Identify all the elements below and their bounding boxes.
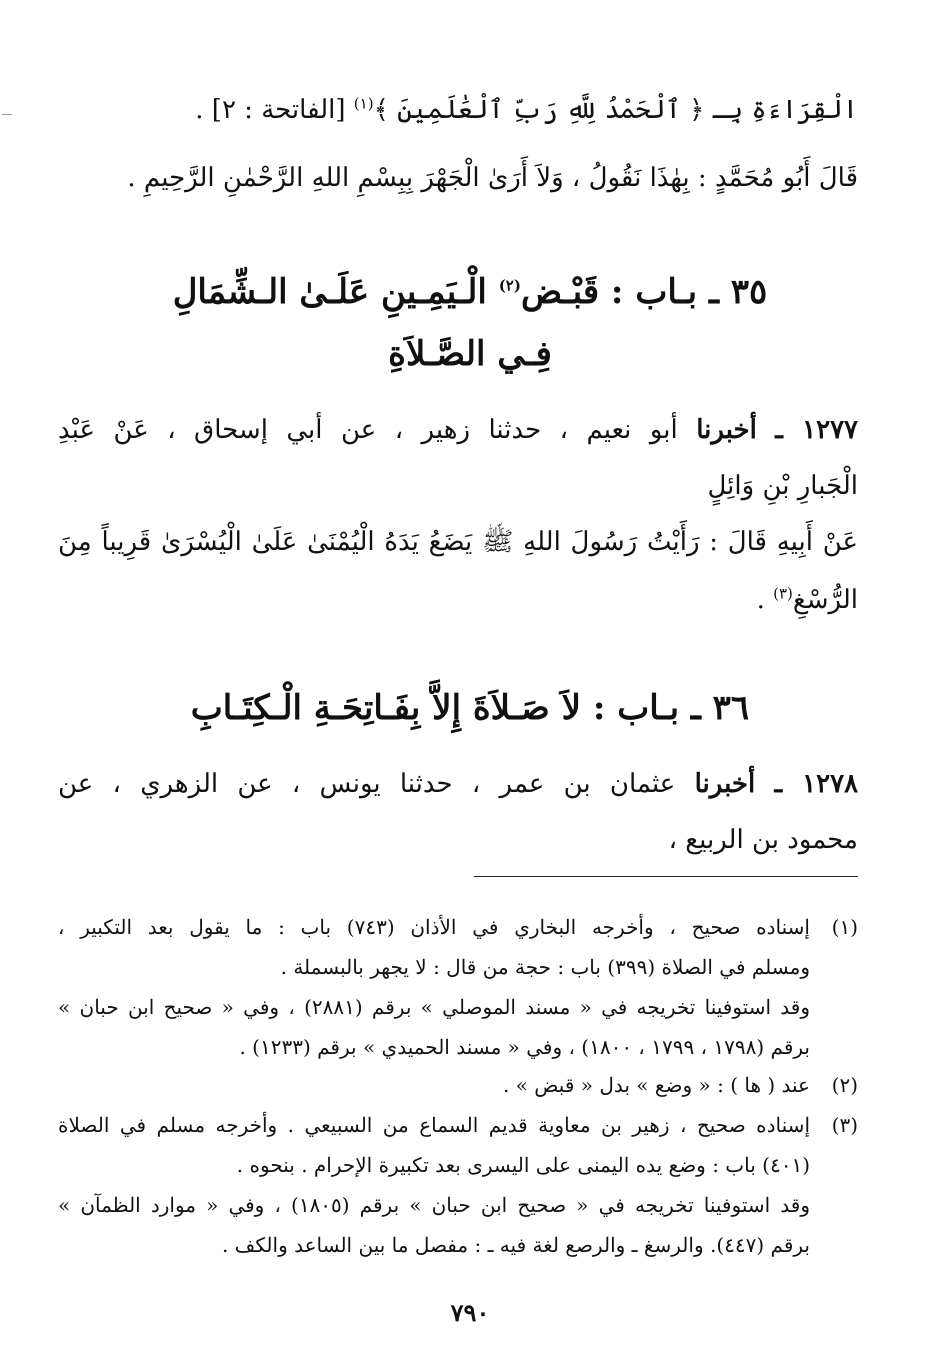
hadith-1277-number: ١٢٧٧ ـ	[775, 415, 859, 445]
footnote-2-line-1: عند ( ها ) : « وضع » بدل « قبض » .	[502, 1073, 810, 1097]
footnote-2-label: (٢)	[831, 1073, 858, 1097]
footnote-ref-3: (٣)	[773, 584, 793, 603]
chapter-36-heading: ٣٦ ـ بـاب : لاَ صَـلاَةَ إِلاَّ بِفَـاتِحَـةِ الْـكِتَـابِ	[190, 688, 750, 728]
hadith-1277-line-1	[58, 410, 858, 450]
footnote-1-line-4: برقم (١٧٩٨ ، ١٧٩٩ ، ١٨٠٠) ، وفي « مسند الحميدي » برقم (١٢٣٣) .	[239, 1035, 810, 1059]
hadith-1278-lead: أخبرنا	[694, 769, 756, 799]
chapter-35-title-b: الْـيَمِـينِ عَلَـىٰ الـشِّمَالِ	[172, 272, 487, 312]
page-number: ٧٩٠	[450, 1298, 490, 1327]
surah-reference: [الفاتحة : ٢] .	[195, 95, 346, 125]
hadith-1277-lead: أخبرنا	[696, 415, 757, 445]
footnote-ref-2: (٢)	[498, 276, 521, 295]
hadith-1277-line-3: عَنْ أَبِيهِ قَالَ : رَأَيْتُ رَسُولَ اللهِ ﷺ يَضَعُ يَدَهُ الْيُمْنَىٰ عَلَىٰ الْيُسْرَىٰ قَرِيباً مِنَ	[58, 527, 858, 557]
footnote-ref-1: (١)	[353, 94, 374, 113]
footnote-1-line-3: وقد استوفينا تخريجه في « مسند الموصلي » برقم (٢٨٨١) ، وفي « صحيح ابن حبان »	[58, 995, 810, 1019]
chapter-35-heading	[0, 272, 940, 312]
chapter-35-subtitle: فِـي الصَّـلاَةِ	[388, 334, 552, 374]
footnote-3-line-2: (٤٠١) باب : وضع يده اليمنى على اليسرى بعد تكبيرة الإحرام . بنحوه .	[236, 1153, 810, 1177]
abu-muhammad-statement: قَالَ أَبُو مُحَمَّدٍ : بِهٰذَا نَقُولُ ، وَلاَ أَرَىٰ الْجَهْرَ بِبِسْمِ اللهِ الرَّحْمٰنِ الرَّحِيمِ .	[127, 163, 858, 193]
hadith-1278-line-2: محمود بن الربيع ،	[668, 825, 858, 855]
footnote-separator	[474, 876, 858, 877]
hadith-1278-isnad: عثمان بن عمر ، حدثنا يونس ، عن الزهري ، عن	[58, 769, 676, 799]
footnote-3-line-3: وقد استوفينا تخريجه في « صحيح ابن حبان » برقم (١٨٠٥) ، وفي « موارد الظمآن »	[58, 1193, 810, 1217]
footnote-1-line-2: ومسلم في الصلاة (٣٩٩) باب : حجة من قال : لا يجهر بالبسملة .	[280, 955, 810, 979]
chapter-35-title-a: ٣٥ ـ بـاب : قَبْـض	[520, 272, 768, 312]
hadith-1277-final-word: الرُّسْغِ	[792, 585, 858, 615]
hadith-1278-number: ١٢٧٨ ـ	[774, 769, 859, 799]
hadith-1277-isnad: أبو نعيم ، حدثنا زهير ، عن أبي إسحاق ، عَنْ عَبْدِ	[58, 415, 678, 445]
footnote-1-line-1: إسناده صحيح ، وأخرجه البخاري في الأذان (٧٤٣) باب : ما يقول بعد التكبير ،	[58, 915, 810, 939]
edge-mark	[2, 114, 12, 115]
footnote-3-line-1: إسناده صحيح ، زهير بن معاوية قديم السماع من السبيعي . وأخرجه مسلم في الصلاة	[58, 1113, 810, 1137]
recitation-text: الْقِرَاءَةِ بِـ ﴿ ٱلْحَمْدُ لِلَّهِ رَبِّ ٱلْعَٰلَمِينَ ﴾	[373, 95, 858, 125]
footnote-1-label: (١)	[831, 915, 858, 939]
hadith-1277-line-4	[757, 580, 858, 620]
hadith-1277-line-2: الْجَبارِ بْنِ وَائِلٍ	[707, 471, 858, 501]
footnote-3-line-4: برقم (٤٤٧). والرسغ ـ والرصع لغة فيه ـ : مفصل ما بين الساعد والكف .	[221, 1233, 810, 1257]
quran-recitation-line	[195, 90, 858, 130]
hadith-1278-line-1	[58, 764, 858, 804]
footnote-3-label: (٣)	[831, 1113, 858, 1137]
hadith-1277-end: .	[756, 585, 765, 615]
